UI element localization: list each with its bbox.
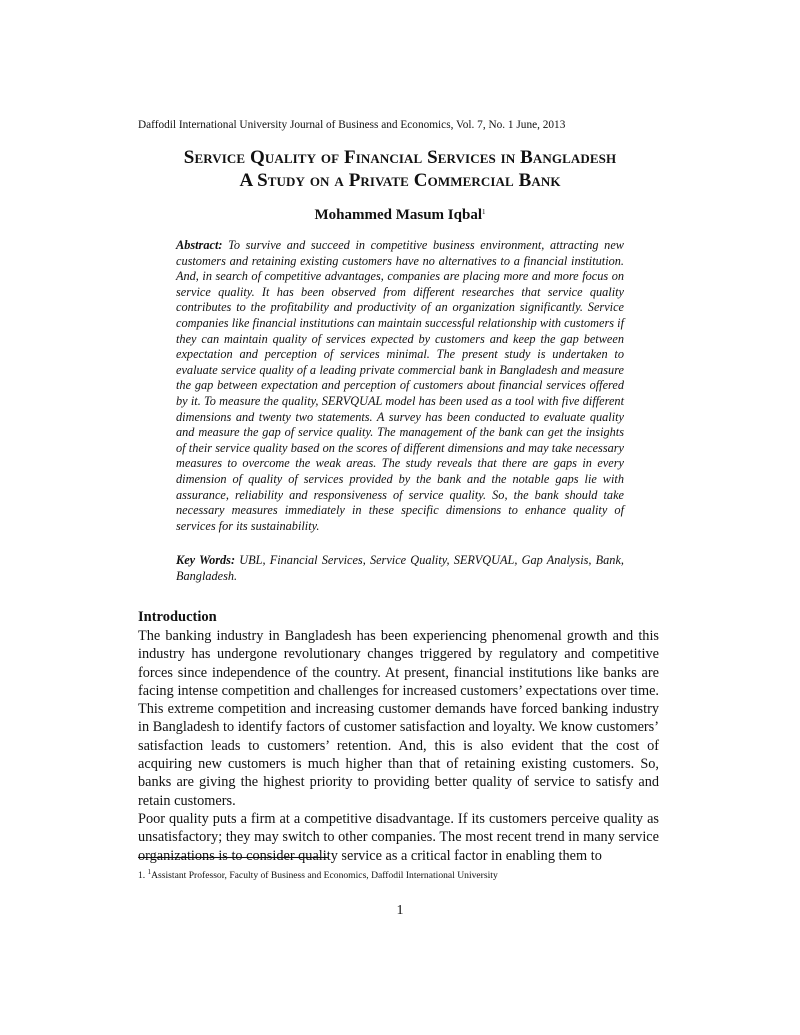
footnote-number: 1. <box>138 870 146 881</box>
abstract-text: To survive and succeed in competitive business environment, attracting new customers and retaining existing customers have no alternatives to a financial institution. And, in search of competitive advantages, companies are placing more and more focus on service quality. It has been observed from different researches that service quality contributes to the profitability and productivity of an organization significantly. Service companies like financial institutions can maintain successful relationship with customers if they can maintain quality of services expected by customers and keep the gap between expectation and perception of services minimal. The present study is undertaken to evaluate service quality of a leading private commercial bank in Bangladesh and measure the gap between expectation and perception of customers about financial services offered by it. To measure the quality, SERVQUAL model has been used as a tool with five different dimensions and twenty two statements. A survey has been conducted to evaluate quality and measure the gap of service quality. The management of the bank can get the insights of their service quality based on the scores of different dimensions and may take necessary measures to overcome the weak areas. The study reveals that there are gaps in every dimension of quality of services provided by the bank and the notable gaps lie with assurance, reliability and responsiveness of service quality. So, the bank should take necessary measures immediately in these specific dimensions to enhance quality of services for its sustainability. <box>176 238 624 533</box>
keywords-text: UBL, Financial Services, Service Quality, SERVQUAL, Gap Analysis, Bank, Bangladesh. <box>176 553 624 583</box>
author-name: Mohammed Masum Iqbal <box>314 207 482 223</box>
paper-title <box>100 146 700 192</box>
running-head: Daffodil International University Journal of Business and Economics, Vol. 7, No. 1 June, 2013 <box>138 119 566 131</box>
title-line-1: Service Quality of Financial Services in Bangladesh <box>183 147 617 168</box>
author-footnote-mark: 1 <box>482 208 486 216</box>
footnote-divider <box>138 857 328 858</box>
footnote-mark: 1 <box>147 868 152 876</box>
footnote <box>138 866 658 882</box>
introduction-body <box>138 627 659 865</box>
footnote-text: Assistant Professor, Faculty of Business and Economics, Daffodil International University <box>151 870 498 881</box>
abstract <box>176 238 624 534</box>
section-heading-introduction: Introduction <box>138 609 217 625</box>
keywords-label: Key Words: <box>176 553 236 567</box>
author-line <box>200 203 600 224</box>
body-paragraph: Poor quality puts a firm at a competitive disadvantage. If its customers perceive quality as unsatisfactory; they may switch to other companies. The most recent trend in many service organizations is to consider quality service as a critical factor in enabling them to <box>138 810 659 864</box>
page-number: 1 <box>396 903 404 918</box>
abstract-label: Abstract: <box>176 238 223 252</box>
keywords <box>176 553 624 585</box>
title-line-2: A Study on a Private Commercial Bank <box>239 170 561 191</box>
body-paragraph: The banking industry in Bangladesh has been experiencing phenomenal growth and this industry has undergone revolutionary changes triggered by regulatory and competitive forces since independence of the country. At present, financial institutions like banks are facing intense competition and challenges for increased customers’ expectations over time. This extreme competition and increasing customer demands have forced banking industry in Bangladesh to identify factors of customer satisfaction and loyalty. We know customers’ satisfaction leads to customers’ retention. And, this is also evident that the cost of acquiring new customers is much higher than that of retaining existing customers. So, banks are giving the highest priority to providing better quality of service to satisfy and retain customers. <box>138 628 659 809</box>
